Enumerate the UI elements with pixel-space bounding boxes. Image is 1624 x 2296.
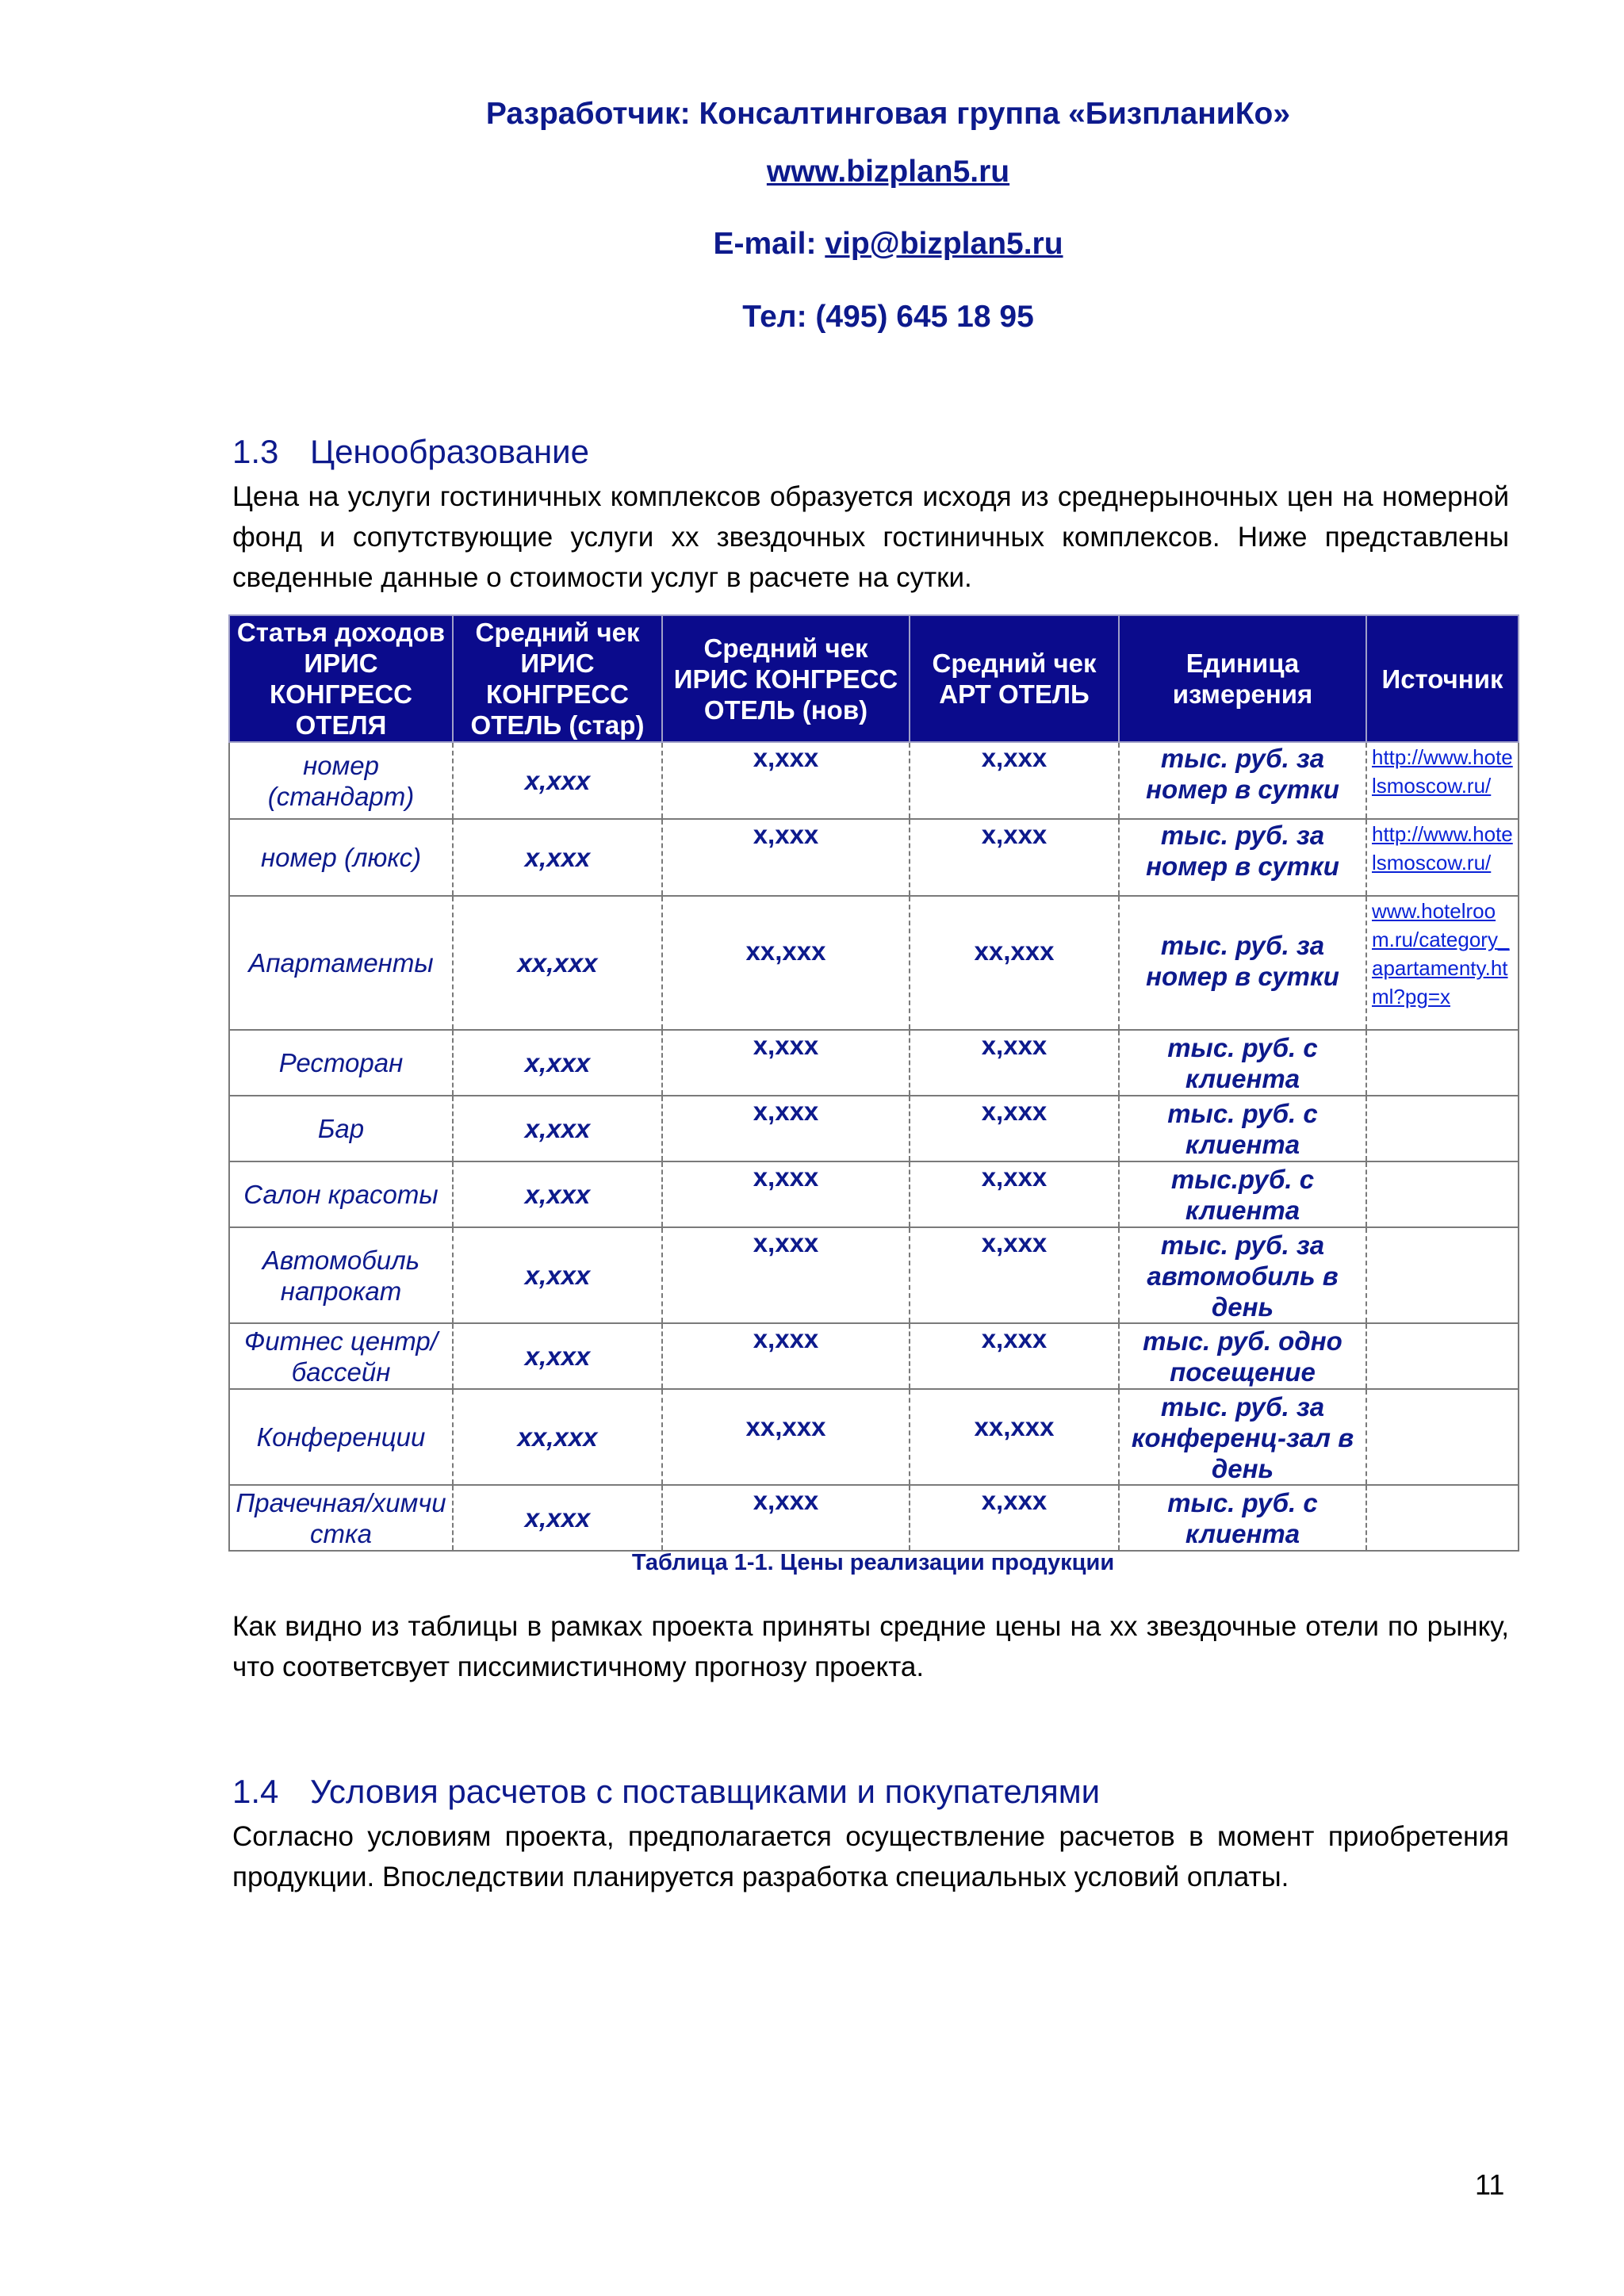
table-row — [229, 742, 1519, 819]
new-price-cell: х,ххх — [662, 1323, 910, 1389]
section-number: 1.4 — [232, 1773, 279, 1810]
email-link[interactable]: vip@bizplan5.ru — [825, 227, 1063, 261]
source-cell — [1366, 1161, 1519, 1227]
old-price-cell: хх,ххх — [453, 896, 662, 1030]
item-cell: Апартаменты — [229, 896, 453, 1030]
phone-line: Тел: (495) 645 18 95 — [742, 300, 1034, 334]
item-cell: Прачечная/химчистка — [229, 1485, 453, 1551]
section-title: Ценообразование — [310, 433, 589, 470]
email-line — [0, 227, 1624, 262]
source-cell — [1366, 819, 1519, 896]
art-price-cell: х,ххх — [910, 1161, 1119, 1227]
source-link[interactable]: http://www.hotelsmoscow.ru/ — [1372, 822, 1513, 874]
source-cell — [1366, 1030, 1519, 1096]
old-price-cell: х,ххх — [453, 819, 662, 896]
old-price-cell: х,ххх — [453, 742, 662, 819]
developer-line: Разработчик: Консалтинговая группа «БизпланиКо» — [485, 97, 1291, 131]
conclusion-paragraph: Как видно из таблицы в рамках проекта приняты средние цены на хх звездочные отели по рынку, что соответсвует писсимистичному прогнозу проекта. — [232, 1611, 1509, 1682]
old-price-cell: х,ххх — [453, 1161, 662, 1227]
art-price-cell: хх,ххх — [910, 896, 1119, 1030]
unit-cell: тыс. руб. за автомобиль в день — [1119, 1227, 1366, 1323]
art-price-cell: х,ххх — [910, 819, 1119, 896]
column-header: Средний чек ИРИС КОНГРЕСС ОТЕЛЬ (стар) — [453, 615, 662, 742]
table-header-row — [229, 615, 1519, 742]
section-1-3-heading — [232, 433, 589, 471]
column-header: Источник — [1366, 615, 1519, 742]
email-label: E-mail: — [713, 227, 825, 261]
source-cell — [1366, 896, 1519, 1030]
source-cell — [1366, 742, 1519, 819]
section-number: 1.3 — [232, 433, 279, 470]
item-cell: Бар — [229, 1096, 453, 1161]
source-cell — [1366, 1096, 1519, 1161]
old-price-cell: хх,ххх — [453, 1389, 662, 1485]
section-title: Условия расчетов с поставщиками и покупателями — [310, 1773, 1101, 1810]
table-row — [229, 1389, 1519, 1485]
column-header: Единица измерения — [1119, 615, 1366, 742]
new-price-cell: х,ххх — [662, 1096, 910, 1161]
old-price-cell: х,ххх — [453, 1096, 662, 1161]
new-price-cell: х,ххх — [662, 819, 910, 896]
table-row — [229, 1030, 1519, 1096]
unit-cell: тыс. руб. с клиента — [1119, 1485, 1366, 1551]
item-cell: номер (люкс) — [229, 819, 453, 896]
art-price-cell: хх,ххх — [910, 1389, 1119, 1485]
table-row — [229, 1161, 1519, 1227]
item-cell: Салон красоты — [229, 1161, 453, 1227]
art-price-cell: х,ххх — [910, 1227, 1119, 1323]
table-row — [229, 1227, 1519, 1323]
new-price-cell: хх,ххх — [662, 1389, 910, 1485]
unit-cell: тыс. руб. за номер в сутки — [1119, 742, 1366, 819]
old-price-cell: х,ххх — [453, 1030, 662, 1096]
new-price-cell: х,ххх — [662, 1227, 910, 1323]
art-price-cell: х,ххх — [910, 1323, 1119, 1389]
item-cell: Автомобиль напрокат — [229, 1227, 453, 1323]
table-row — [229, 896, 1519, 1030]
art-price-cell: х,ххх — [910, 1030, 1119, 1096]
unit-cell: тыс. руб. за конференц-зал в день — [1119, 1389, 1366, 1485]
source-cell — [1366, 1227, 1519, 1323]
new-price-cell: х,ххх — [662, 742, 910, 819]
table-row — [229, 819, 1519, 896]
unit-cell: тыс. руб. за номер в сутки — [1119, 896, 1366, 1030]
column-header: Средний чек ИРИС КОНГРЕСС ОТЕЛЬ (нов) — [662, 615, 910, 742]
website-link[interactable]: www.bizplan5.ru — [766, 155, 1010, 189]
new-price-cell: х,ххх — [662, 1030, 910, 1096]
unit-cell: тыс. руб. за номер в сутки — [1119, 819, 1366, 896]
source-link[interactable]: http://www.hotelsmoscow.ru/ — [1372, 745, 1513, 798]
unit-cell: тыс. руб. одно посещение — [1119, 1323, 1366, 1389]
item-cell: Конференции — [229, 1389, 453, 1485]
source-cell — [1366, 1323, 1519, 1389]
pricing-paragraph: Цена на услуги гостиничных комплексов образуется исходя из среднерыночных цен на номерной фонд и сопутствующие услуги хх звездочных гостиничных комплексов. Ниже представлены сведенные данные о стоимости услуг в расчете на сутки. — [232, 481, 1509, 593]
new-price-cell: х,ххх — [662, 1485, 910, 1551]
unit-cell: тыс. руб. с клиента — [1119, 1096, 1366, 1161]
art-price-cell: х,ххх — [910, 742, 1119, 819]
page-number: 11 — [1475, 2168, 1505, 2201]
table-row — [229, 1323, 1519, 1389]
old-price-cell: х,ххх — [453, 1485, 662, 1551]
unit-cell: тыс. руб. с клиента — [1119, 1030, 1366, 1096]
new-price-cell: х,ххх — [662, 1161, 910, 1227]
prices-table — [228, 614, 1519, 1552]
section-1-4-heading — [232, 1773, 1100, 1811]
item-cell: Фитнес центр/бассейн — [229, 1323, 453, 1389]
art-price-cell: х,ххх — [910, 1485, 1119, 1551]
unit-cell: тыс.руб. с клиента — [1119, 1161, 1366, 1227]
source-cell — [1366, 1389, 1519, 1485]
art-price-cell: х,ххх — [910, 1096, 1119, 1161]
old-price-cell: х,ххх — [453, 1323, 662, 1389]
website-line — [0, 155, 1624, 189]
item-cell: номер (стандарт) — [229, 742, 453, 819]
source-cell — [1366, 1485, 1519, 1551]
table-caption: Таблица 1-1. Цены реализации продукции — [631, 1550, 1115, 1575]
source-link[interactable]: www.hotelroom.ru/category_apartamenty.html?pg=x — [1372, 899, 1510, 1008]
column-header: Статья доходов ИРИС КОНГРЕСС ОТЕЛЯ — [229, 615, 453, 742]
column-header: Средний чек АРТ ОТЕЛЬ — [910, 615, 1119, 742]
new-price-cell: хх,ххх — [662, 896, 910, 1030]
old-price-cell: х,ххх — [453, 1227, 662, 1323]
payment-terms-paragraph: Согласно условиям проекта, предполагается осуществление расчетов в момент приобретения продукции. Впоследствии планируется разработка специальных условий оплаты. — [232, 1821, 1509, 1892]
item-cell: Ресторан — [229, 1030, 453, 1096]
table-row — [229, 1485, 1519, 1551]
table-row — [229, 1096, 1519, 1161]
